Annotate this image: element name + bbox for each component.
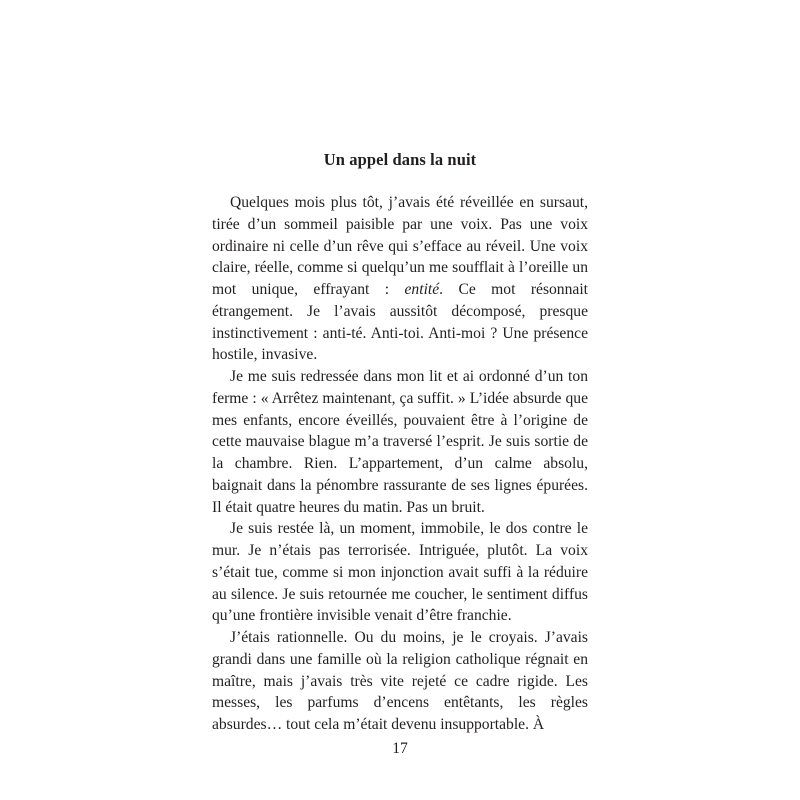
paragraph-1-text-start: Quelques mois plus tôt, j’avais été réveillée en sursaut, tirée d’un sommeil paisible par une voix. Pas une voix ordinaire ni celle d’un rêve qui s’efface au réveil. Une voix claire, réelle, comme si quelqu’un me soufflait à l’oreille un mot unique, effrayant :: [212, 194, 588, 298]
page-number: 17: [392, 740, 408, 757]
paragraph-1-text-end: . Ce mot résonnait étrangement. Je l’avais aussitôt décomposé, presque instinctivement : anti-té. Anti-toi. Anti-moi ? Une présence hostile, invasive.: [212, 281, 588, 364]
paragraph-1: [212, 192, 588, 366]
paragraph-2: Je me suis redressée dans mon lit et ai ordonné d’un ton ferme : « Arrêtez maintenant, ça suffit. » L’idée absurde que mes enfants, encore éveillés, pouvaient être à l’origine de cette mauvaise blague m’a traversé l’esprit. Je suis sortie de la chambre. Rien. L’appartement, d’un calme absolu, baignait dans la pénombre rassurante de ses lignes épurées. Il était quatre heures du matin. Pas un bruit.: [212, 368, 588, 516]
emphasized-word: entité: [404, 281, 440, 298]
body-text: [212, 192, 588, 736]
chapter-title: Un appel dans la nuit: [323, 150, 477, 169]
paragraph-4: J’étais rationnelle. Ou du moins, je le croyais. J’avais grandi dans une famille où la religion catholique régnait en maître, mais j’avais très vite rejeté ce cadre rigide. Les messes, les parfums d’encens entêtants, les règles absurdes… tout cela m’était devenu insupportable. À: [212, 629, 588, 733]
paragraph-3: Je suis restée là, un moment, immobile, le dos contre le mur. Je n’étais pas terrorisée. Intriguée, plutôt. La voix s’était tue, comme si mon injonction avait suffi à la réduire au silence. Je suis retournée me coucher, le sentiment diffus qu’une frontière invisible venait d’être franchie.: [212, 520, 588, 625]
